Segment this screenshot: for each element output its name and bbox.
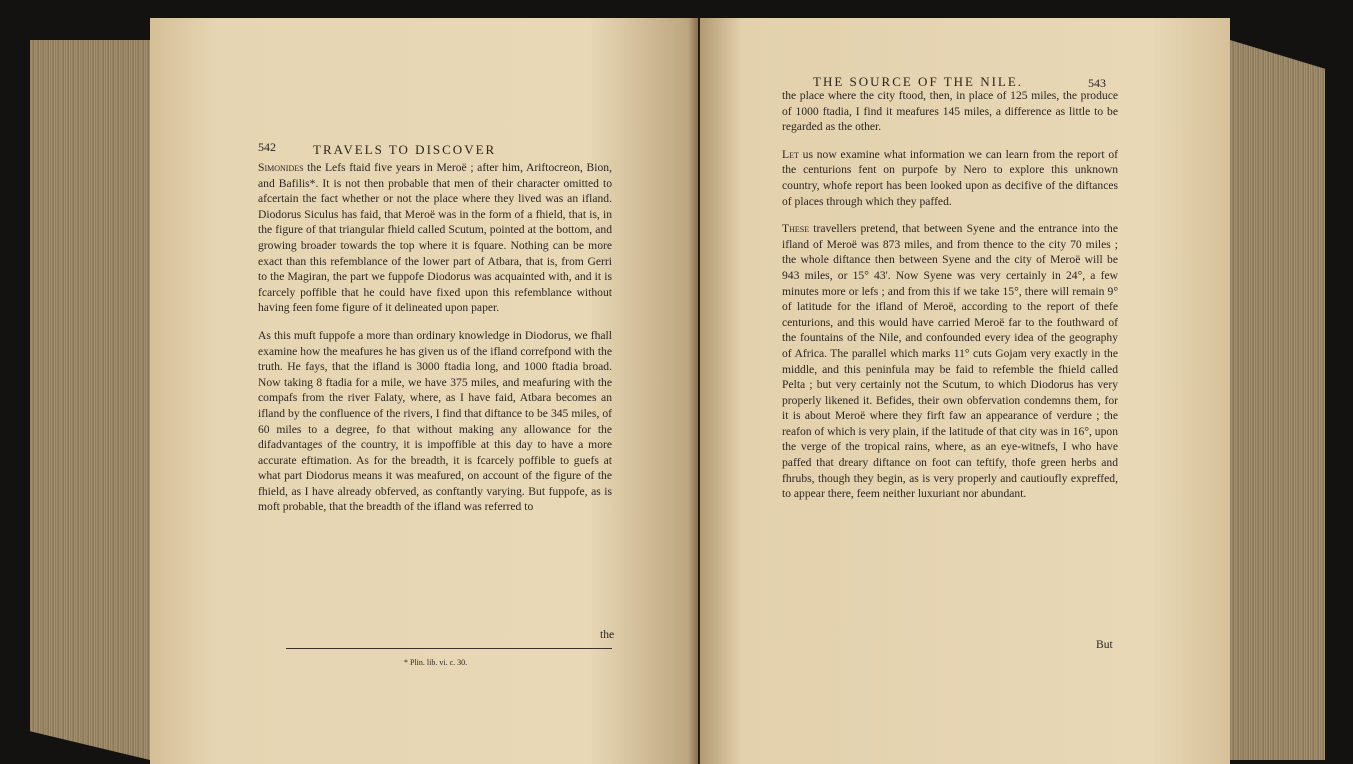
right-paragraph-1 bbox=[782, 88, 1118, 135]
paragraph-lead: Simonides bbox=[258, 161, 304, 174]
left-page-edges bbox=[30, 40, 150, 760]
left-page-number: 542 bbox=[258, 140, 276, 154]
left-paragraph-2 bbox=[258, 328, 612, 515]
left-page bbox=[150, 18, 698, 764]
right-paragraph-2 bbox=[782, 147, 1118, 209]
right-page-number: 543 bbox=[1088, 76, 1106, 90]
footnote: * Plin. lib. vi. c. 30. bbox=[404, 658, 468, 667]
paragraph-text: us now examine what information we can learn from the report of the centurions fent on purpofe by Nero to explore this unknown country, whofe report has been looked upon as decifive of the diftances of places through which they paffed. bbox=[782, 147, 1118, 208]
right-page bbox=[700, 18, 1230, 764]
paragraph-text: As this muft fuppofe a more than ordinary knowledge in Diodorus, we fhall examine how the meafures he has given us of the ifland correfpond with the truth. He fays, that the ifland is 3000 ftadia long, and 1000 ftadia broad. Now taking 8 ftadia for a mile, we have 375 miles, and meafuring with the compafs from the river Falaty, where, as I have faid, Atbara becomes an ifland by the confluence of the rivers, I find that diftance to be 345 miles, of 60 miles to a degree, fo that without making any allowance for the difadvantages of the country, it is impoffible at this day to have a more accurate eftimation. As for the breadth, it is fcarcely poffible to guefs at what part Diodorus means it was meafured, on account of the figure of the fhield, as I have already obferved, as conftantly varying. But fuppofe, as is moft probable, that the breadth of the ifland was referred to bbox=[258, 328, 612, 514]
paragraph-text: the Lefs ftaid five years in Meroë ; after him, Ariftocreon, Bion, and Bafilis*. It is not then probable that men of their character omitted to afcertain the fact whether or not the place where they lived was an ifland. Diodorus Siculus has faid, that Meroë was in the form of a fhield, that is, in the figure of that triangular fhield called Scutum, pointed at the bottom, and growing broader towards the top where it is fquare. Nothing can be more exact than this refemblance of the lower part of Atbara, that is, from Gerri to the Magiran, the part we fuppofe Diodorus was acquainted with, and it is fcarcely poffible that he could have fixed upon this refemblance without having feen fome figure of it delineated upon paper. bbox=[258, 161, 612, 315]
right-running-head: THE SOURCE OF THE NILE. bbox=[813, 74, 1024, 89]
right-catchword: But bbox=[1096, 638, 1113, 651]
paragraph-lead: These bbox=[782, 222, 810, 236]
left-catchword: the bbox=[600, 628, 615, 641]
left-running-head: TRAVELS TO DISCOVER bbox=[313, 142, 497, 157]
left-text-block bbox=[258, 160, 612, 527]
right-page-edges bbox=[1230, 40, 1325, 760]
left-paragraph-1 bbox=[258, 160, 612, 316]
paragraph-text: travellers pretend, that between Syene and the entrance into the ifland of Meroë was 873 miles, and from thence to the city 70 miles ; the whole diftance then between Syene and the city of Meroë will be 943 miles, or 15° 43'. Now Syene was very certainly in 24°, a few minutes more or lefs ; and from this if we take 15°, there will remain 9° of latitude for the ifland of Meroë, according to the report of thefe centurions, and this would have carried Meroë far to the fouthward of the fountains of the Nile, and confounded every idea of the geography of Africa. The parallel which marks 11° cuts Gojam very exactly in the middle, and this peninfula may be faid to refemble the fhield called Pelta ; but very certainly not the Scutum, to which Diodorus has very properly likened it. Befides, their own obfervation condemns them, for it is about Meroë where they firft faw an appearance of verdure ; the reafon of which is very plain, if the latitude of that city was in 16°, upon the verge of the tropical rains, where, as an eye-witnefs, I who have paffed that dreary diftance on foot can teftify, thofe green herbs and fhrubs, though they begin, as is very properly and cautioufly expreffed, to appear there, feem neither luxuriant nor abundant. bbox=[782, 222, 1118, 501]
right-paragraph-3 bbox=[782, 221, 1118, 502]
paragraph-lead: Let bbox=[782, 147, 799, 161]
right-text-block bbox=[782, 88, 1118, 514]
paragraph-text: the place where the city ftood, then, in place of 125 miles, the produce of 1000 ftadia, I find it meafures 145 miles, a difference as little to be regarded as the other. bbox=[782, 89, 1118, 134]
footnote-rule bbox=[286, 648, 612, 649]
